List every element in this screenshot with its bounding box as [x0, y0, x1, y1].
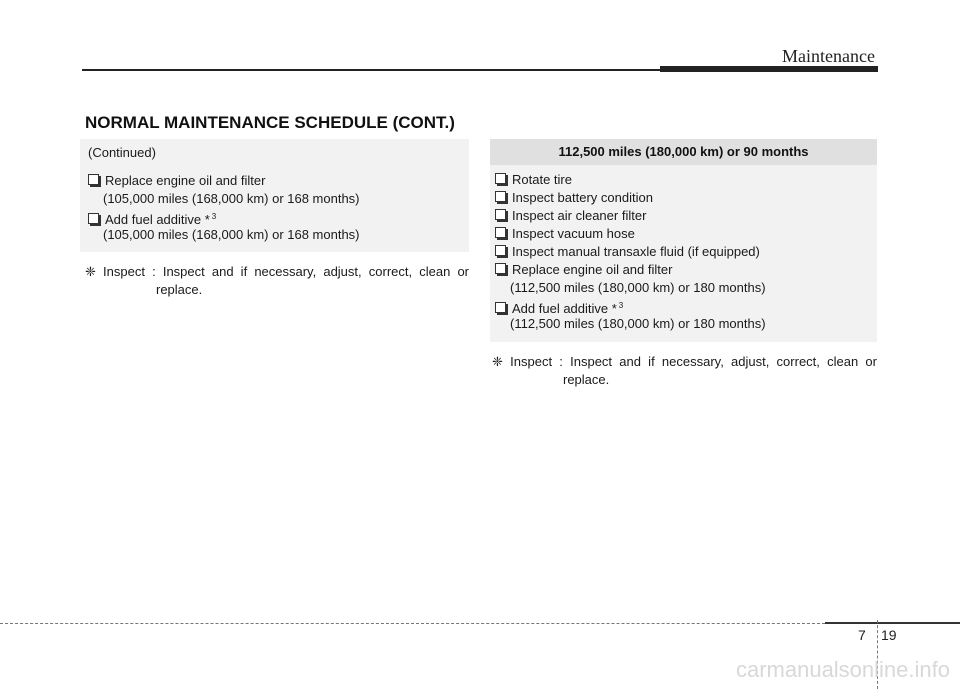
- schedule-item-interval: (112,500 miles (180,000 km) or 180 months): [510, 316, 766, 331]
- watermark: carmanualsonline.info: [735, 657, 950, 682]
- schedule-item-interval: (105,000 miles (168,000 km) or 168 months): [103, 227, 360, 242]
- schedule-item-interval: (112,500 miles (180,000 km) or 180 months): [510, 280, 766, 295]
- note-symbol: ❈: [492, 354, 503, 369]
- checkbox-icon: [495, 263, 506, 274]
- checkbox-icon: [495, 302, 506, 313]
- panel-title: 112,500 miles (180,000 km) or 90 months: [490, 139, 877, 165]
- checkbox-icon: [495, 227, 506, 238]
- schedule-item: Inspect battery condition: [495, 190, 653, 206]
- checkbox-icon: [495, 209, 506, 220]
- schedule-item: Add fuel additive * $^3$: [495, 298, 623, 317]
- schedule-item: Replace engine oil and filter: [88, 173, 265, 189]
- schedule-item: Inspect vacuum hose: [495, 226, 635, 242]
- continued-label: (Continued): [88, 145, 156, 160]
- schedule-item: Inspect manual transaxle fluid (if equipped): [495, 244, 760, 260]
- checkbox-icon: [88, 174, 99, 185]
- inspect-note: ❈ Inspect : Inspect and if necessary, adjust, correct, clean or: [85, 264, 469, 279]
- continued-schedule-panel: [80, 139, 469, 252]
- schedule-item: Add fuel additive * $^3$: [88, 209, 216, 228]
- schedule-item: Rotate tire: [495, 172, 572, 188]
- inspect-note-continued: replace.: [563, 372, 610, 387]
- checkbox-icon: [495, 245, 506, 256]
- page-heading: NORMAL MAINTENANCE SCHEDULE (CONT.): [85, 113, 455, 132]
- section-title: Maintenance: [782, 46, 875, 66]
- checkbox-icon: [88, 213, 99, 224]
- checkbox-icon: [495, 173, 506, 184]
- inspect-note-continued: replace.: [156, 282, 203, 297]
- footnote-marker: 3: [211, 212, 217, 221]
- schedule-item: Replace engine oil and filter: [495, 262, 672, 278]
- schedule-panel-112500: [490, 139, 877, 342]
- chapter-number: 7: [858, 627, 866, 643]
- footer-rule: [825, 622, 960, 624]
- schedule-item-interval: (105,000 miles (168,000 km) or 168 months): [103, 191, 360, 206]
- note-symbol: ❈: [85, 264, 96, 279]
- page-number: 19: [881, 627, 897, 643]
- inspect-note: ❈ Inspect : Inspect and if necessary, adjust, correct, clean or: [492, 354, 877, 369]
- checkbox-icon: [495, 191, 506, 202]
- footer-dashed-rule: [0, 623, 825, 624]
- header-rule: [82, 69, 660, 71]
- schedule-item: Inspect air cleaner filter: [495, 208, 646, 224]
- header-rule-accent: [660, 66, 878, 72]
- footnote-marker: 3: [618, 301, 624, 310]
